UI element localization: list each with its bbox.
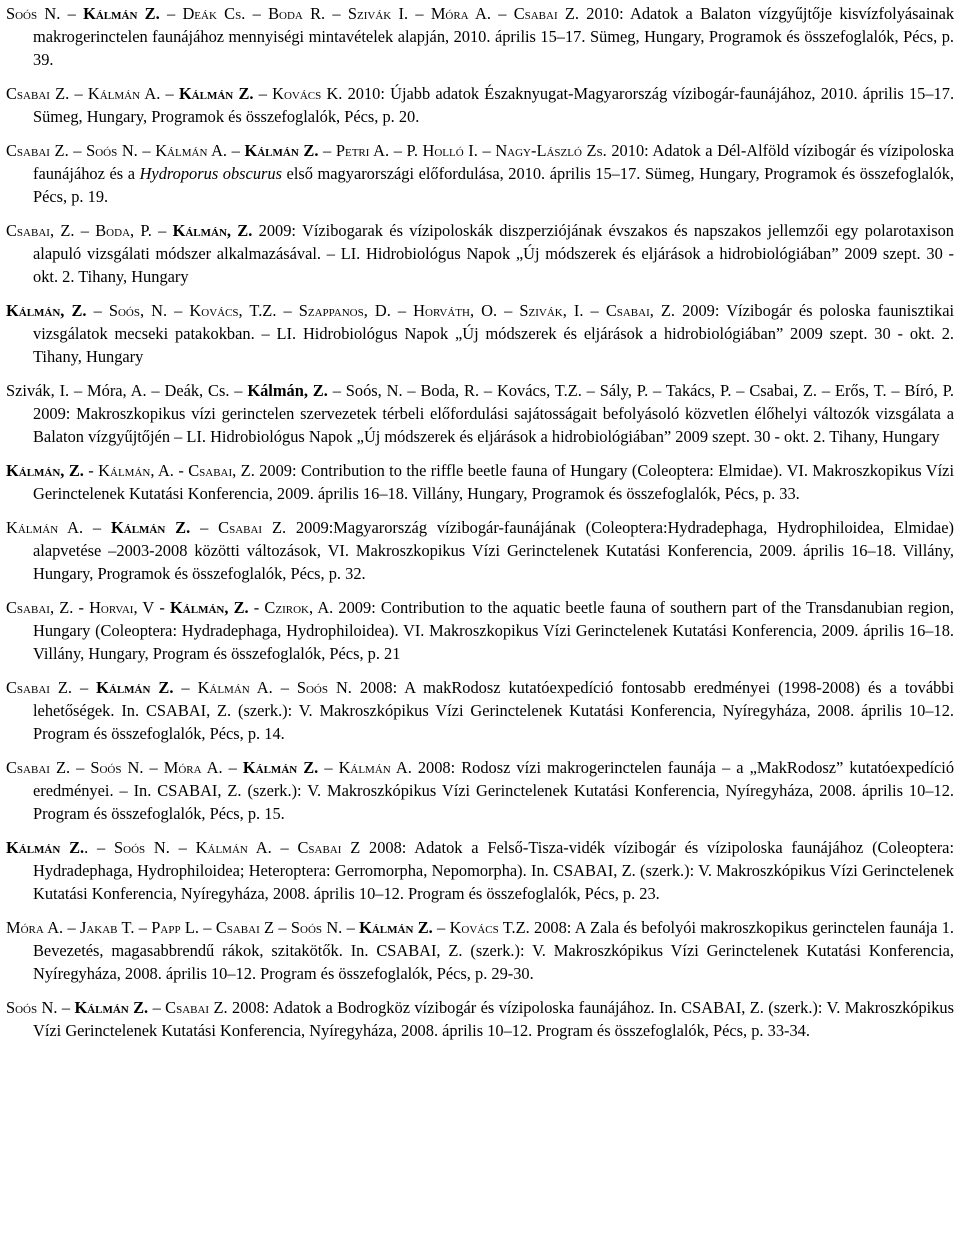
reference-entry [6, 459, 954, 505]
reference-text: 2010: Adatok a Dél-Alföld vízibogár és vízipoloska faunájához és a [33, 141, 955, 183]
author-name: Csabai Z [297, 838, 361, 857]
author-name: Kovács K. [272, 84, 343, 103]
author-name: Kálmán Z. [178, 84, 254, 103]
reference-text: 2009: Vízibogár és poloska faunisztikai vizsgálatok mecseki patakokban. – LI. Hidrobiológus Napok „Új módszerek és eljárások a hidrobiológiában” 2009 szept. 30 - okt. 2. Tihany, Hungary [33, 301, 955, 366]
reference-text: 2009:Magyarország vízibogár-faunájának (Coleoptera:Hydradephaga, Hydrophiloidea, Elmidae) alapvetése –2003-2008 közötti változások, VI. Makroszkopikus Vízi Gerinctelenek Kutatási Konferencia, 2009. április 16–18. Villány, Hungary, Programok és összefoglalók, Pécs, p. 32. [33, 518, 955, 583]
reference-text: – [148, 998, 166, 1017]
author-name: Kálmán Z. [96, 678, 174, 697]
author-name: Kálmán Z. [359, 918, 433, 937]
reference-text: – [245, 4, 269, 23]
reference-entry [6, 516, 954, 585]
author-name: Kovács T.Z. [449, 918, 530, 937]
author-name: P. Holló I. [406, 141, 478, 160]
author-name: Kálmán Z. [83, 4, 160, 23]
reference-text: – [318, 758, 339, 777]
reference-text: 2008: Rodosz vízi makrogerinctelen faunája – a „MakRodosz” kutatóexpedíció eredményei. – In. CSABAI, Z. (szerk.): V. Makroszkópikus Vízi Gerinctelenek Kutatási Konferencia, Nyíregyháza, 2008. április 10–12. Program és összefoglalók, Pécs, p. 15. [33, 758, 955, 823]
author-name: Kálmán, Z. [6, 301, 87, 320]
reference-text: – [70, 758, 91, 777]
reference-text: – [253, 84, 273, 103]
author-name: Csabai Z. [6, 678, 73, 697]
reference-entry [6, 676, 954, 745]
author-name: Kálmán Z. [111, 518, 191, 537]
reference-text: – [318, 141, 336, 160]
reference-text: – [69, 84, 88, 103]
species-name: Hydroporus obscurus [139, 164, 282, 183]
reference-text: 2008: Adatok a Bodrogköz vízibogár és vízipoloska faunájához. In. CSABAI, Z. (szerk.): V. Makroszkópikus Vízi Gerinctelenek Kutatási Konferencia, Nyíregyháza, 2008. április 10–12. Program és összefoglalók, Pécs, p. 33-34. [33, 998, 955, 1040]
reference-text: – [271, 838, 298, 857]
reference-entry [6, 219, 954, 288]
author-name: Kálmán A. [87, 84, 161, 103]
author-name: Szivák I. [347, 4, 409, 23]
reference-text: – [63, 918, 80, 937]
reference-text: 2009: Contribution to the aquatic beetle fauna of southern part of the Transdanubian region, Hungary (Coleoptera: Hydradephaga, Hydrophiloidea). VI. Makroszkopikus Vízi Gerinctelenek Kutatási Konferencia, 2009. április 16–18. Villány, Hungary, Program és összefoglalók, Pécs, p. 21 [33, 598, 954, 663]
author-name: Kálmán, Z. [6, 461, 84, 480]
author-name: Csabai Z. [218, 518, 287, 537]
reference-text: – [342, 918, 360, 937]
reference-text: – [68, 141, 87, 160]
reference-entry [6, 916, 954, 985]
reference-text: – [137, 141, 156, 160]
author-name: Szappanos, D. [298, 301, 391, 320]
reference-text: - [73, 598, 90, 617]
author-name: Móra A. [163, 758, 223, 777]
reference-text: – [190, 518, 219, 537]
author-name: Deák Cs. [182, 4, 246, 23]
author-name: Csabai Z. [6, 758, 71, 777]
author-name: Kálmán, A. [98, 461, 174, 480]
reference-entry [6, 836, 954, 905]
reference-text: 2008: Adatok a Felső-Tisza-vidék vízibogár és vízipoloska faunájához (Coleoptera: Hydradephaga, Hydrophiloidea; Heteroptera: Gerromorpha, Nepomorpha). In. CSABAI, Z. (szerk.): V. Makroszkópikus Vízi Gerinctelenek Kutatási Konferencia, Nyíregyháza, 2008. április 10–12. Program és összefoglalók, Pécs, p. 23. [33, 838, 955, 903]
author-name: Horvai, V [89, 598, 155, 617]
reference-text: 2010: Újabb adatok Északnyugat-Magyarország vízibogár-faunájához, 2010. április 15–17. Sümeg, Hungary, Programok és összefoglalók, Pécs, p. 20. [33, 84, 955, 126]
reference-text: – [86, 301, 109, 320]
reference-text: – [198, 918, 216, 937]
reference-text: első magyarországi előfordulása, 2010. április 15–17. Sümeg, Hungary, Programok és összefoglalók, Pécs, p. 19. [33, 164, 954, 206]
author-name: Kálmán A. [195, 838, 272, 857]
author-name: Móra A. [6, 918, 64, 937]
reference-text: - [154, 598, 171, 617]
reference-text: – [74, 221, 96, 240]
author-name: Soós N. [86, 141, 138, 160]
reference-text: - [248, 598, 265, 617]
author-name: Soós, N. [108, 301, 168, 320]
reference-text: – Soós, N. – Boda, R. – Kovács, T.Z. – Sály, P. – Takács, P. – Csabai, Z. – Erős, T. – Bíró, P. 2009: Makroszkopikus vízi gerinctelen szervezetek térbeli előfordulási sajátosságait befolyásoló közvetlen élőhelyi változók vizsgálata a Balaton vízgyűjtőjén – LI. Hidrobiológus Napok „Új módszerek és eljárások a hidrobiológiában” 2009 szept. 30 - okt. 2. Tihany, Hungary [33, 381, 954, 446]
author-name: Kálmán A. [197, 678, 273, 697]
reference-entry [6, 139, 954, 208]
reference-text: – [83, 518, 111, 537]
reference-text: – [60, 4, 84, 23]
reference-entry [6, 299, 954, 368]
reference-text: – [272, 678, 297, 697]
reference-text: – [274, 918, 291, 937]
reference-text: – [167, 301, 190, 320]
reference-text: – [477, 141, 496, 160]
reference-text: – [408, 4, 431, 23]
reference-text: – [583, 301, 606, 320]
author-name: Nagy-László Zs. [495, 141, 607, 160]
reference-text: Szivák, I. – Móra, A. – Deák, Cs. – [6, 381, 248, 400]
reference-text: – [134, 918, 152, 937]
reference-entry [6, 996, 954, 1042]
author-name: Kovács, T.Z. [189, 301, 277, 320]
reference-text: – [276, 301, 299, 320]
author-name: Soós N. [90, 758, 144, 777]
reference-text: – [169, 838, 196, 857]
reference-entry [6, 756, 954, 825]
author-name: Soós N. [290, 918, 343, 937]
author-name: Kálmán, Z. [172, 221, 253, 240]
author-name: Soós N. [114, 838, 170, 857]
reference-text: – [160, 84, 179, 103]
reference-text: – [159, 4, 183, 23]
reference-text: – [57, 998, 75, 1017]
author-name: Jakab T. [79, 918, 135, 937]
author-name: Kálmán Z. [242, 758, 319, 777]
reference-text: – [151, 221, 173, 240]
author-name: Csabai, Z. [6, 221, 75, 240]
author-name: Csabai, Z. [605, 301, 676, 320]
reference-text: . – [84, 838, 115, 857]
reference-text: 2010: Adatok a Balaton vízgyűjtője kisvízfolyásainak makrogerinctelen faunájához mennyiségi mintavételek alapján, 2010. április 15–17. Sümeg, Hungary, Programok és összefoglalók, Pécs, p. 39. [33, 4, 955, 69]
reference-text: Kálmán, Z. [247, 381, 328, 400]
reference-text: 2009: Contribution to the riffle beetle fauna of Hungary (Coleoptera: Elmidae). VI. Makroszkopikus Vízi Gerinctelenek Kutatási Konferencia, 2009. április 16–18. Villány, Hungary, Programok és összefoglalók, Pécs, p. 33. [33, 461, 954, 503]
reference-text: – [432, 918, 450, 937]
reference-text: – [72, 678, 97, 697]
author-name: Soós N. [296, 678, 352, 697]
author-name: Csabai Z. [6, 84, 70, 103]
reference-entry [6, 379, 954, 448]
reference-entry [6, 82, 954, 128]
author-name: Kálmán Z. [6, 838, 85, 857]
author-name: Czirok, A. [264, 598, 334, 617]
reference-text: - [173, 461, 189, 480]
author-name: Móra A. [430, 4, 491, 23]
author-name: Csabai Z. [513, 4, 580, 23]
author-name: Soós N. [6, 4, 61, 23]
reference-text: 2008: A Zala és befolyói makroszkopikus gerinctelen faunája 1. Bevezetés, magasabbrendű rákok, szitakötők. In. CSABAI, Z. (szerk.): V. Makroszkópikus Vízi Gerinctelenek Kutatási Konferencia, Nyíregyháza, 2008. április 10–12. Program és összefoglalók, Pécs, p. 29-30. [33, 918, 955, 983]
reference-text: – [490, 4, 514, 23]
author-name: Kálmán A. [155, 141, 228, 160]
author-name: Boda, P. [95, 221, 152, 240]
author-name: Csabai Z. [6, 141, 69, 160]
reference-text: – [497, 301, 520, 320]
reference-text: – [389, 141, 407, 160]
reference-text: – [390, 301, 414, 320]
reference-text: – [325, 4, 348, 23]
author-name: Petri A. [335, 141, 390, 160]
author-name: Csabai, Z. [6, 598, 74, 617]
author-name: Soós N. [6, 998, 58, 1017]
reference-text: – [173, 678, 198, 697]
reference-text: – [143, 758, 164, 777]
author-name: Kálmán A. [338, 758, 412, 777]
author-name: Csabai, Z. [188, 461, 255, 480]
author-name: Csabai Z [215, 918, 275, 937]
author-name: Kálmán A. [6, 518, 84, 537]
reference-text: 2008: A makRodosz kutatóexpedíció fontosabb eredményei (1998-2008) és a további lehetőségek. In. CSABAI, Z. (szerk.): V. Makroszkópikus Vízi Gerinctelenek Kutatási Konferencia, Nyíregyháza, 2008. április 10–12. Program és összefoglalók, Pécs, p. 14. [33, 678, 955, 743]
reference-text: 2009: Vízibogarak és vízipoloskák diszperziójának évszakos és napszakos jellemzői egy polarotaxison alapuló vizsgálati módszer alkalmazásával. – LI. Hidrobiológus Napok „Új módszerek és eljárások a hidrobiológiában” 2009 szept. 30 - okt. 2. Tihany, Hungary [33, 221, 955, 286]
author-name: Csabai Z. [165, 998, 228, 1017]
author-name: Szivák, I. [519, 301, 584, 320]
author-name: Papp L. [151, 918, 199, 937]
author-name: Kálmán Z. [74, 998, 149, 1017]
reference-text: – [227, 141, 245, 160]
author-name: Boda R. [268, 4, 326, 23]
reference-text: – [222, 758, 243, 777]
reference-entry [6, 596, 954, 665]
author-name: Kálmán, Z. [170, 598, 249, 617]
reference-entry [6, 2, 954, 71]
author-name: Kálmán Z. [244, 141, 319, 160]
author-name: Horváth, O. [413, 301, 498, 320]
reference-text: - [83, 461, 99, 480]
